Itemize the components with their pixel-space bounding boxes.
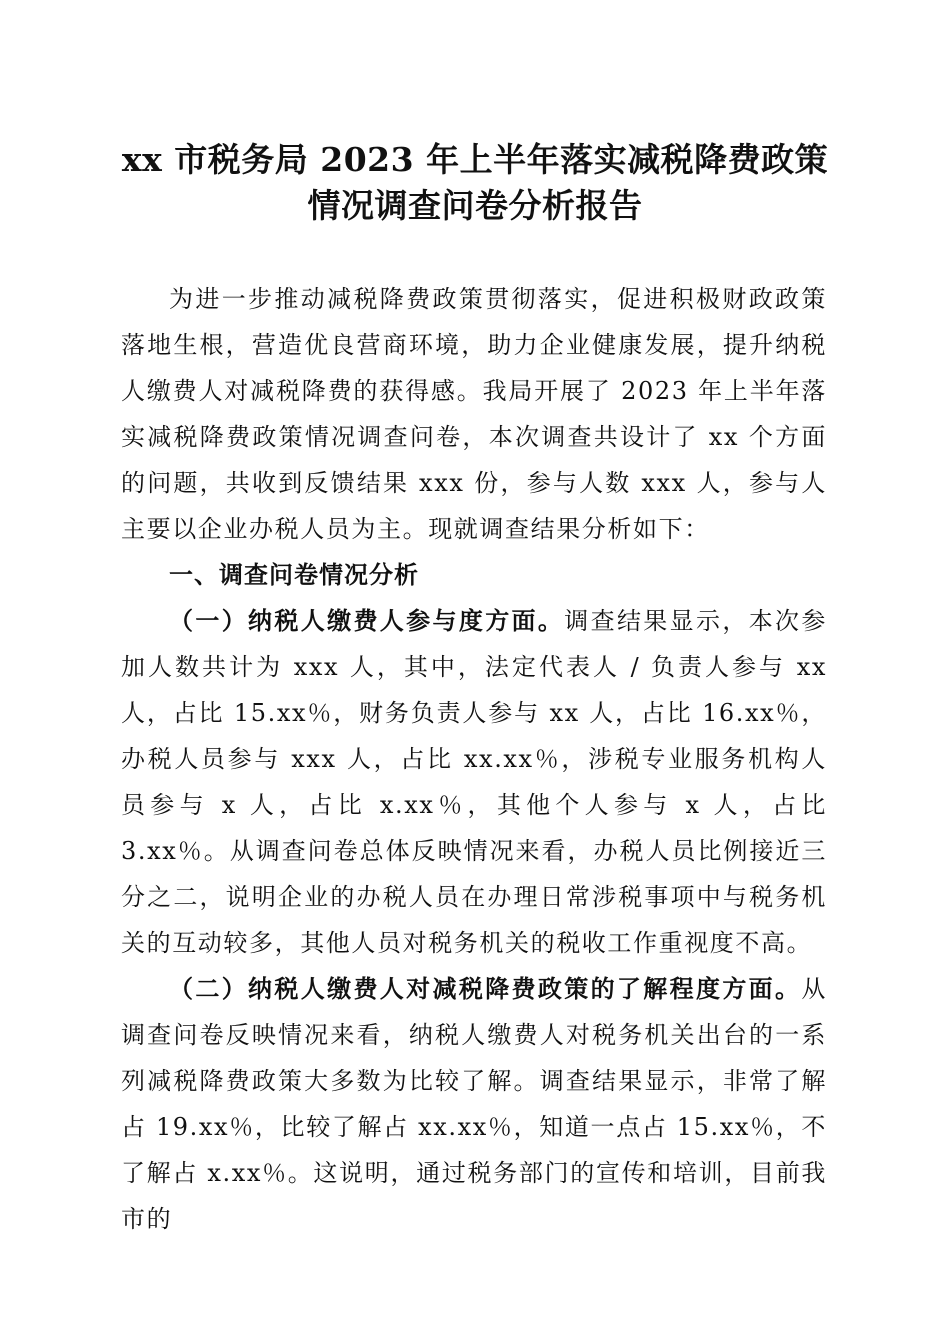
document-title-line2: 情况调查问卷分析报告 (307, 186, 643, 225)
intro-paragraph: 为进一步推动减税降费政策贯彻落实，促进积极财政政策落地生根，营造优良营商环境，助力企业健康发展，提升纳税人缴费人对减税降费的获得感。我局开展了 2023 年上半年落实减税降费政策情况调查问卷，本次调查共设计了 xx 个方面的问题，共收到反馈结果 xxx 份，参与人数 xxx 人，参与人主要以企业办税人员为主。现就调查结果分析如下： (121, 285, 827, 543)
subsection-1-paragraph (121, 598, 827, 966)
subsection-2-paragraph (121, 966, 827, 1242)
subsection-1-text: 调查结果显示，本次参加人数共计为 xxx 人，其中，法定代表人 / 负责人参与 xx 人，占比 15.xx％，财务负责人参与 xx 人，占比 16.xx％，办税人员参与 xxx 人，占比 xx.xx％，涉税专业服务机构人员参与 x 人，占比 x.xx％，其他个人参与 x 人，占比 3.xx％。从调查问卷总体反映情况来看，办税人员比例接近三分之二，说明企业的办税人员在办理日常涉税事项中与税务机关的互动较多，其他人员对税务机关的税收工作重视度不高。 (121, 607, 827, 957)
subsection-2-text: 从调查问卷反映情况来看，纳税人缴费人对税务机关出台的一系列减税降费政策大多数为比较了解。调查结果显示，非常了解占 19.xx％，比较了解占 xx.xx％，知道一点占 15.xx％，不了解占 x.xx％。这说明，通过税务部门的宣传和培训，目前我市的 (121, 975, 827, 1233)
subsection-2-heading: （二）纳税人缴费人对减税降费政策的了解程度方面。 (169, 975, 802, 1003)
document-body (121, 276, 827, 1242)
section-heading: 一、调查问卷情况分析 (169, 561, 419, 589)
document-title-line1: xx 市税务局 2023 年上半年落实减税降费政策 (121, 140, 829, 179)
subsection-1-heading: （一）纳税人缴费人参与度方面。 (169, 607, 565, 635)
